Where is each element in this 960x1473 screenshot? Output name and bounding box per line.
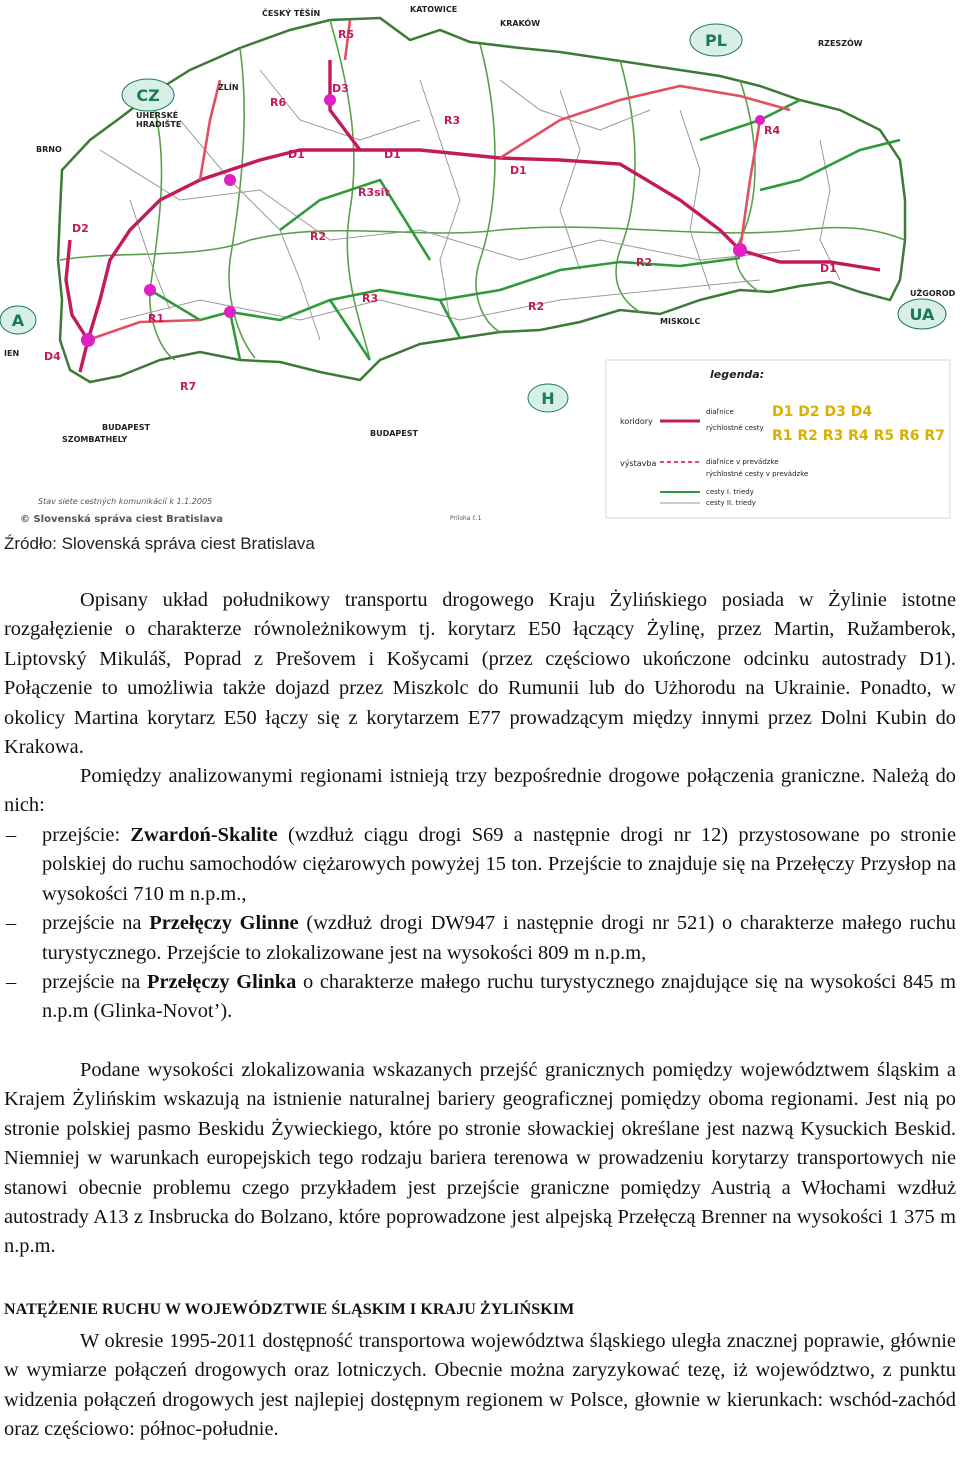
city-miskolc: MISKOLC [660, 317, 701, 326]
map-legend [606, 360, 950, 518]
paragraph-3: Podane wysokości zlokalizowania wskazanych przejść granicznych pomiędzy województwem śląskim a Krajem Żylińskim wskazują na istnienie naturalnej bariery geograficznej pomiędzy oboma regionami. Jest nią po stronie polskiej pasmo Beskidu Żywieckiego, które po stronie słowackiej określane jest nazwą Kysuckich Beskid. Niemniej w warunkach europejskich tego rodzaju bariera terenowa w prowadzeniu korytarzy transportowych nie stanowi obecnie problemu czego przykładem jest przejście graniczne pomiędzy Austrią a Włochami wzdłuż autostrady A13 z Insbrucka do Bolzano, które poprowadzone jest alpejską Przełęczą Brenner na wysokości 1 375 m n.p.m. [4, 1059, 956, 1258]
road-label-r7: R7 [180, 380, 197, 393]
legend-vystavba: výstavba [620, 459, 657, 468]
city-katowice: KATOWICE [410, 5, 458, 14]
city-szombathely: SZOMBATHELY [62, 435, 128, 444]
city-brno: BRNO [36, 145, 62, 154]
legend-rychl-vyst: rýchlostné cesty v prevádzke [706, 470, 809, 478]
road-label-r3sit: R3sit [358, 186, 390, 199]
list-item: – przejście na Przełęczy Glinne (wzdłuż drogi DW947 i następnie drogi nr 521) o charakterze małego ruchu turystycznego. Przejście to zlokalizowane jest na wysokości 809 m n.p.m, [0, 909, 956, 968]
dash-bullet: – [6, 971, 17, 994]
road-label-d1-a: D1 [288, 148, 305, 161]
crossing-name: Przełęczy Glinka [147, 971, 297, 994]
legend-r-codes: R1 R2 R3 R4 R5 R6 R7 [772, 428, 945, 444]
road-label-d1-b: D1 [384, 148, 401, 161]
list-item: – przejście: Zwardoń-Skalite (wzdłuż ciągu drogi S69 a następnie drogi nr 12) przystosowane po stronie polskiej do ruchu samochodów ciężarowych powyżej 15 ton. Przejście to znajduje się na Przełęczy Przysłop na wysokości 710 m n.p.m., [0, 821, 956, 909]
country-label-a: A [11, 311, 25, 330]
crossings-list [0, 821, 956, 1027]
road-label-d1-c: D1 [510, 164, 527, 177]
list-item: – przejście na Przełęczy Glinka o charakterze małego ruchu turystycznego znajdujące się na wysokości 845 m n.p.m (Glinka-Novot’). [0, 968, 956, 1027]
slovakia-outline [58, 18, 905, 382]
road-label-r5: R5 [338, 28, 355, 41]
road-label-r4: R4 [764, 124, 781, 137]
dash-bullet: – [6, 824, 17, 846]
city-wien: IEN [4, 349, 20, 358]
legend-cesty2: cesty II. triedy [706, 499, 756, 507]
country-label-ua: UA [909, 305, 935, 324]
road-label-r3-b: R3 [362, 292, 379, 305]
road-label-d1-d: D1 [820, 262, 837, 275]
city-rzeszow: RZESZÓW [818, 39, 863, 48]
road-label-r1: R1 [148, 312, 165, 325]
road-map [0, 0, 960, 528]
city-uherske: UHERSKÉ [136, 111, 179, 120]
paragraph-1: Opisany układ południkowy transportu drogowego Kraju Żylińskiego posiada w Żylinie istotne rozgałęzienie o charakterze równoleżnikowym tj. korytarz E50 łączący Żylinę, przez Martin, Ružamberok, Liptovský Mikuláš, Poprad z Prešovem i Košycami (przez częściowo ukończone odcinku autostrady D1). Połączenie to umożliwia także dojazd przez Miszkolc do Rumunii lub do Użhorodu na Ukrainie. Ponadto, w okolicy Martina korytarz E50 łączy się z korytarzem E77 prowadzącym między innymi przez Dolni Kubin do Krakowa. [4, 589, 956, 759]
road-label-r2-a: R2 [310, 230, 327, 243]
legend-koridory: koridory [620, 417, 653, 426]
road-label-r2-b: R2 [528, 300, 545, 313]
city-zlin: ZLÍN [218, 83, 239, 92]
legend-title: legenda: [710, 368, 765, 381]
map-footer-date: Stav siete cestných komunikácií k 1.1.2005 [38, 497, 213, 506]
road-label-d4: D4 [44, 350, 61, 363]
road-label-d3: D3 [332, 82, 349, 95]
city-uzgorod: UŽGOROD [910, 289, 956, 298]
road-label-r6: R6 [270, 96, 287, 109]
legend-d-codes: D1 D2 D3 D4 [772, 404, 873, 420]
city-budapest-2: BUDAPEST [370, 429, 418, 438]
section-heading: NATĘŻENIE RUCHU W WOJEWÓDZTWIE ŚLĄSKIM I KRAJU ŻYLIŃSKIM [4, 1301, 575, 1318]
crossing-name: Przełęczy Glinne [149, 912, 299, 935]
map-footer-fig: Príloha č.1 [450, 515, 482, 522]
country-label-h: H [541, 389, 555, 408]
dash-bullet: – [6, 912, 17, 935]
crossing-name: Zwardoń-Skalite [130, 824, 278, 846]
paragraph-4: W okresie 1995-2011 dostępność transportowa województwa śląskiego uległa znacznej poprawie, głównie w wymiarze połączeń drogowych oraz lotniczych. Obecnie można zaryzykować tezę, iż województwo, z punktu widzenia połączeń drogowych jest najlepiej dostępnym regionem w Polsce, głownie w kierunkach: wschód-zachód oraz częściowo: północ-południe. [4, 1330, 956, 1441]
legend-dialnice: diaľnice [706, 408, 734, 416]
legend-dialnice-vyst: diaľnice v prevádzke [706, 458, 779, 466]
legend-cesty1: cesty I. triedy [706, 488, 754, 496]
map-footer [20, 497, 482, 525]
city-krakow: KRAKÓW [500, 19, 541, 28]
road-label-r3: R3 [444, 114, 461, 127]
road-label-r2-c: R2 [636, 256, 653, 269]
country-label-pl: PL [705, 31, 727, 50]
paragraph-2: Pomiędzy analizowanymi regionami istnieją trzy bezpośrednie drogowe połączenia graniczne. Należą do nich: [4, 765, 956, 817]
country-label-cz: CZ [136, 86, 160, 105]
source-caption: Źródło: Slovenská správa ciest Bratislava [4, 534, 315, 553]
city-hradiste: HRADIŠTE [136, 120, 182, 129]
city-cesky-tesin: ČESKÝ TĚŠÍN [262, 9, 321, 18]
city-budapest-1: BUDAPEST [102, 423, 150, 432]
map-footer-org: © Slovenská správa ciest Bratislava [20, 514, 224, 525]
legend-rychlostne: rýchlostné cesty [706, 424, 764, 432]
road-label-d2: D2 [72, 222, 89, 235]
